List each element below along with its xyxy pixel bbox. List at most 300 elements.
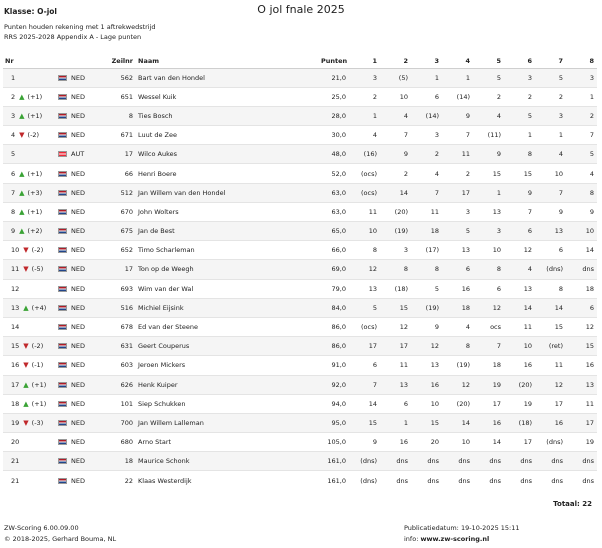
race-4-score: 7 — [442, 126, 473, 145]
rank-change: (+1) — [27, 92, 43, 101]
sailor-name: Siep Schukken — [136, 394, 321, 413]
race-2-score: dns — [380, 452, 411, 471]
class-label: Klasse: O-jol — [4, 7, 57, 16]
race-4-score: 10 — [442, 433, 473, 452]
race-2-score: 2 — [380, 164, 411, 183]
race-7-score: dns — [535, 452, 566, 471]
table-row — [3, 106, 597, 125]
sailor-name: Wim van der Wal — [136, 279, 321, 298]
race-2-score: 8 — [380, 260, 411, 279]
nationality: NED — [71, 303, 85, 312]
race-7-score: 5 — [535, 68, 566, 87]
race-4-score: 5 — [442, 222, 473, 241]
total-points: 86,0 — [321, 337, 349, 356]
race-3-score: 9 — [411, 317, 442, 336]
software-version: ZW-Scoring 6.00.09.00 — [4, 524, 79, 532]
nationality-cell — [58, 106, 96, 125]
table-row — [3, 356, 597, 375]
netherlands-flag-icon — [58, 382, 67, 388]
sailor-name: Henk Kuiper — [136, 375, 321, 394]
rank-cell — [3, 183, 58, 202]
table-row — [3, 394, 597, 413]
race-7-score: (dns) — [535, 260, 566, 279]
table-row — [3, 260, 597, 279]
sailor-name: Geert Couperus — [136, 337, 321, 356]
total-points: 91,0 — [321, 356, 349, 375]
race-5-score: 12 — [473, 298, 504, 317]
race-8-score: 11 — [566, 394, 597, 413]
race-5-score: 16 — [473, 413, 504, 432]
nationality: NED — [71, 73, 85, 82]
rank: 4 — [11, 131, 16, 140]
race-1-score: 5 — [349, 298, 380, 317]
race-7-score: 8 — [535, 279, 566, 298]
rank-cell — [3, 126, 58, 145]
info-link[interactable]: www.zw-scoring.nl — [420, 535, 490, 543]
sail-number: 66 — [96, 164, 136, 183]
race-1-score: 12 — [349, 260, 380, 279]
table-row — [3, 279, 597, 298]
nationality: NED — [71, 131, 85, 140]
triangle-up-icon: ▲ — [23, 380, 29, 389]
sail-number: 693 — [96, 279, 136, 298]
sailor-name: Arno Start — [136, 433, 321, 452]
race-7-score: dns — [535, 471, 566, 490]
sail-number: 17 — [96, 145, 136, 164]
nationality: NED — [71, 380, 85, 389]
rank-cell — [3, 471, 58, 490]
nationality: NED — [71, 361, 85, 370]
rank-cell — [3, 164, 58, 183]
race-4-score: 8 — [442, 337, 473, 356]
race-5-score: 19 — [473, 375, 504, 394]
race-1-score: 11 — [349, 202, 380, 221]
race-3-score: 12 — [411, 337, 442, 356]
sailor-name: Ton op de Weegh — [136, 260, 321, 279]
rank: 15 — [11, 342, 20, 351]
nationality: NED — [71, 111, 85, 120]
rank: 2 — [11, 92, 16, 101]
race-8-score: 9 — [566, 202, 597, 221]
race-8-score: 18 — [566, 279, 597, 298]
rank: 11 — [11, 265, 20, 274]
nationality-cell — [58, 279, 96, 298]
race-7-score: 14 — [535, 298, 566, 317]
sail-number: 516 — [96, 298, 136, 317]
race-4-score: 3 — [442, 202, 473, 221]
race-4-score: 17 — [442, 183, 473, 202]
sailor-name: Michiel Eijsink — [136, 298, 321, 317]
race-8-score: 13 — [566, 375, 597, 394]
nationality-cell — [58, 337, 96, 356]
sailor-name: Wilco Aukes — [136, 145, 321, 164]
results-table — [3, 54, 597, 490]
race-3-score: dns — [411, 452, 442, 471]
race-6-score: (18) — [504, 413, 535, 432]
nationality-cell — [58, 202, 96, 221]
race-1-score: (dns) — [349, 471, 380, 490]
nationality-cell — [58, 413, 96, 432]
race-8-score: 15 — [566, 337, 597, 356]
netherlands-flag-icon — [58, 439, 67, 445]
race-6-score: 16 — [504, 356, 535, 375]
race-7-score: 11 — [535, 356, 566, 375]
rank-change: (+1) — [31, 380, 47, 389]
copyright: © 2018-2025, Gerhard Bouma, NL — [4, 535, 117, 543]
race-6-score: 6 — [504, 222, 535, 241]
race-2-score: 1 — [380, 413, 411, 432]
sail-number: 8 — [96, 106, 136, 125]
race-5-score: 3 — [473, 222, 504, 241]
triangle-down-icon: ▼ — [19, 131, 25, 140]
rank: 8 — [11, 207, 16, 216]
race-5-score: 15 — [473, 164, 504, 183]
race-8-score: 12 — [566, 317, 597, 336]
race-5-score: 17 — [473, 394, 504, 413]
sail-number: 562 — [96, 68, 136, 87]
race-8-score: 6 — [566, 298, 597, 317]
nationality: NED — [71, 438, 85, 447]
race-3-score: dns — [411, 471, 442, 490]
triangle-down-icon: ▼ — [23, 418, 29, 427]
rank-cell — [3, 433, 58, 452]
table-row — [3, 68, 597, 87]
rank: 9 — [11, 227, 16, 236]
rank: 19 — [11, 418, 20, 427]
table-row — [3, 298, 597, 317]
nationality-cell — [58, 260, 96, 279]
race-8-score: 19 — [566, 433, 597, 452]
race-5-score: dns — [473, 471, 504, 490]
race-6-score: 13 — [504, 279, 535, 298]
sail-number: 700 — [96, 413, 136, 432]
sail-number: 22 — [96, 471, 136, 490]
nationality: NED — [71, 284, 85, 293]
rank-change: (+2) — [27, 227, 43, 236]
race-7-score: 7 — [535, 183, 566, 202]
table-row — [3, 433, 597, 452]
info-label: info: — [404, 535, 419, 543]
race-4-score: dns — [442, 471, 473, 490]
race-3-score: 18 — [411, 222, 442, 241]
race-7-score: 17 — [535, 394, 566, 413]
race-6-score: 4 — [504, 260, 535, 279]
race-7-score: 13 — [535, 222, 566, 241]
header-race-2: 2 — [403, 56, 408, 65]
rank: 12 — [11, 284, 20, 293]
race-3-score: 16 — [411, 375, 442, 394]
rank: 7 — [11, 188, 16, 197]
triangle-down-icon: ▼ — [23, 265, 29, 274]
race-5-score: 13 — [473, 202, 504, 221]
race-2-score: 7 — [380, 126, 411, 145]
race-7-score: 12 — [535, 375, 566, 394]
race-8-score: 17 — [566, 413, 597, 432]
total-points: 48,0 — [321, 145, 349, 164]
rank-change: (+1) — [31, 399, 47, 408]
race-4-score: 4 — [442, 317, 473, 336]
race-8-score: 10 — [566, 222, 597, 241]
race-3-score: 7 — [411, 183, 442, 202]
nationality-cell — [58, 164, 96, 183]
race-4-score: dns — [442, 452, 473, 471]
race-5-score: dns — [473, 452, 504, 471]
race-3-score: 15 — [411, 413, 442, 432]
race-2-score: 10 — [380, 87, 411, 106]
sail-number: 671 — [96, 126, 136, 145]
race-2-score: 16 — [380, 433, 411, 452]
table-header-row — [3, 54, 597, 68]
race-1-score: 9 — [349, 433, 380, 452]
total-points: 63,0 — [321, 183, 349, 202]
nationality-cell — [58, 452, 96, 471]
nationality: AUT — [71, 150, 85, 159]
sailor-name: Jan de Best — [136, 222, 321, 241]
header-race-3: 3 — [434, 56, 439, 65]
race-5-score: 7 — [473, 337, 504, 356]
race-6-score: 19 — [504, 394, 535, 413]
header-race-7: 7 — [558, 56, 563, 65]
table-row — [3, 337, 597, 356]
nationality: NED — [71, 399, 85, 408]
rank-cell — [3, 260, 58, 279]
netherlands-flag-icon — [58, 266, 67, 272]
total-points: 69,0 — [321, 260, 349, 279]
rank-change: (-2) — [31, 246, 44, 255]
race-3-score: 5 — [411, 279, 442, 298]
rank: 1 — [11, 73, 16, 82]
race-7-score: (ret) — [535, 337, 566, 356]
race-2-score: 4 — [380, 106, 411, 125]
race-6-score: (20) — [504, 375, 535, 394]
race-4-score: 12 — [442, 375, 473, 394]
nationality-cell — [58, 126, 96, 145]
publication-date: Publicatiedatum: 19-10-2025 15:11 — [404, 524, 520, 532]
triangle-up-icon: ▲ — [19, 169, 25, 178]
netherlands-flag-icon — [58, 132, 67, 138]
netherlands-flag-icon — [58, 209, 67, 215]
netherlands-flag-icon — [58, 247, 67, 253]
total-points: 30,0 — [321, 126, 349, 145]
race-5-score: 1 — [473, 183, 504, 202]
race-2-score: 12 — [380, 317, 411, 336]
triangle-down-icon: ▼ — [23, 246, 29, 255]
race-1-score: 3 — [349, 68, 380, 87]
rank-cell — [3, 375, 58, 394]
netherlands-flag-icon — [58, 190, 67, 196]
race-5-score: 6 — [473, 279, 504, 298]
nationality: NED — [71, 265, 85, 274]
race-2-score: 11 — [380, 356, 411, 375]
nationality-cell — [58, 183, 96, 202]
sail-number: 652 — [96, 241, 136, 260]
race-7-score: 9 — [535, 202, 566, 221]
race-8-score: 1 — [566, 87, 597, 106]
race-5-score: (11) — [473, 126, 504, 145]
race-4-score: 18 — [442, 298, 473, 317]
race-4-score: 2 — [442, 164, 473, 183]
sailor-name: Henri Boere — [136, 164, 321, 183]
rank-change: (+1) — [27, 207, 43, 216]
race-1-score: 10 — [349, 222, 380, 241]
race-2-score: 9 — [380, 145, 411, 164]
rank-change: (-1) — [31, 361, 44, 370]
header-race-1: 1 — [372, 56, 377, 65]
race-2-score: 13 — [380, 375, 411, 394]
race-1-score: 4 — [349, 126, 380, 145]
total-count: Totaal: 22 — [553, 500, 592, 508]
austria-flag-icon — [58, 151, 67, 157]
rank: 20 — [11, 438, 20, 447]
netherlands-flag-icon — [58, 75, 67, 81]
nationality-cell — [58, 87, 96, 106]
sail-number: 651 — [96, 87, 136, 106]
race-2-score: (18) — [380, 279, 411, 298]
rank-cell — [3, 241, 58, 260]
total-points: 84,0 — [321, 298, 349, 317]
netherlands-flag-icon — [58, 94, 67, 100]
rank-cell — [3, 317, 58, 336]
table-row — [3, 452, 597, 471]
total-points: 95,0 — [321, 413, 349, 432]
header-punten: Punten — [321, 56, 348, 65]
race-2-score: (19) — [380, 222, 411, 241]
race-8-score: 8 — [566, 183, 597, 202]
rank-change: (-2) — [27, 131, 40, 140]
info-line — [404, 535, 489, 543]
race-2-score: 15 — [380, 298, 411, 317]
race-1-score: 14 — [349, 394, 380, 413]
triangle-up-icon: ▲ — [23, 399, 29, 408]
rank: 17 — [11, 380, 20, 389]
rank: 21 — [11, 476, 20, 485]
race-5-score: 14 — [473, 433, 504, 452]
triangle-up-icon: ▲ — [19, 227, 25, 236]
page-title: O jol fnale 2025 — [257, 3, 345, 16]
sailor-name: Ties Bosch — [136, 106, 321, 125]
header-race-8: 8 — [589, 56, 594, 65]
total-points: 92,0 — [321, 375, 349, 394]
table-row — [3, 375, 597, 394]
rank-cell — [3, 145, 58, 164]
sail-number: 17 — [96, 260, 136, 279]
rank: 18 — [11, 399, 20, 408]
rank-cell — [3, 337, 58, 356]
sailor-name: Maurice Schonk — [136, 452, 321, 471]
nationality: NED — [71, 246, 85, 255]
race-3-score: 1 — [411, 68, 442, 87]
race-6-score: dns — [504, 452, 535, 471]
table-row — [3, 164, 597, 183]
race-7-score: 2 — [535, 87, 566, 106]
header-race-4: 4 — [465, 56, 470, 65]
race-8-score: dns — [566, 260, 597, 279]
sail-number: 631 — [96, 337, 136, 356]
nationality-cell — [58, 145, 96, 164]
rank-cell — [3, 106, 58, 125]
rank-cell — [3, 413, 58, 432]
nationality: NED — [71, 476, 85, 485]
race-6-score: dns — [504, 471, 535, 490]
race-6-score: 8 — [504, 145, 535, 164]
sail-number: 18 — [96, 452, 136, 471]
race-2-score: (20) — [380, 202, 411, 221]
race-5-score: 2 — [473, 87, 504, 106]
race-5-score: 4 — [473, 106, 504, 125]
race-1-score: 1 — [349, 106, 380, 125]
race-4-score: (19) — [442, 356, 473, 375]
rules-note: RRS 2025-2028 Appendix A - Lage punten — [4, 33, 142, 41]
total-points: 105,0 — [321, 433, 349, 452]
race-2-score: (5) — [380, 68, 411, 87]
race-1-score: 6 — [349, 356, 380, 375]
netherlands-flag-icon — [58, 286, 67, 292]
header-nat — [58, 54, 96, 68]
race-1-score: 2 — [349, 87, 380, 106]
sailor-name: Luut de Zee — [136, 126, 321, 145]
scoring-note: Punten houden rekening met 1 aftrekwedstrijd — [4, 23, 156, 31]
nationality-cell — [58, 298, 96, 317]
rank: 13 — [11, 303, 20, 312]
race-4-score: 9 — [442, 106, 473, 125]
race-3-score: (19) — [411, 298, 442, 317]
table-row — [3, 87, 597, 106]
race-8-score: 14 — [566, 241, 597, 260]
nationality: NED — [71, 169, 85, 178]
total-points: 28,0 — [321, 106, 349, 125]
total-points: 25,0 — [321, 87, 349, 106]
netherlands-flag-icon — [58, 113, 67, 119]
nationality-cell — [58, 433, 96, 452]
rank: 14 — [11, 323, 20, 332]
race-6-score: 17 — [504, 433, 535, 452]
table-row — [3, 471, 597, 490]
race-1-score: 17 — [349, 337, 380, 356]
rank: 5 — [11, 150, 16, 159]
triangle-down-icon: ▼ — [23, 342, 29, 351]
race-1-score: (ocs) — [349, 164, 380, 183]
race-2-score: dns — [380, 471, 411, 490]
race-2-score: 3 — [380, 241, 411, 260]
sailor-name: Wessel Kuik — [136, 87, 321, 106]
rank-cell — [3, 202, 58, 221]
netherlands-flag-icon — [58, 305, 67, 311]
rank: 6 — [11, 169, 16, 178]
total-points: 161,0 — [321, 452, 349, 471]
rank-cell — [3, 68, 58, 87]
race-4-score: 11 — [442, 145, 473, 164]
race-5-score: 8 — [473, 260, 504, 279]
race-4-score: 14 — [442, 413, 473, 432]
race-1-score: 8 — [349, 241, 380, 260]
triangle-up-icon: ▲ — [19, 207, 25, 216]
race-4-score: 16 — [442, 279, 473, 298]
race-4-score: 13 — [442, 241, 473, 260]
total-points: 65,0 — [321, 222, 349, 241]
race-6-score: 9 — [504, 183, 535, 202]
netherlands-flag-icon — [58, 478, 67, 484]
sail-number: 626 — [96, 375, 136, 394]
race-6-score: 5 — [504, 106, 535, 125]
netherlands-flag-icon — [58, 401, 67, 407]
netherlands-flag-icon — [58, 362, 67, 368]
nationality-cell — [58, 222, 96, 241]
sailor-name: Jan Willem Lalleman — [136, 413, 321, 432]
sail-number: 675 — [96, 222, 136, 241]
table-row — [3, 413, 597, 432]
race-6-score: 2 — [504, 87, 535, 106]
rank: 10 — [11, 246, 20, 255]
